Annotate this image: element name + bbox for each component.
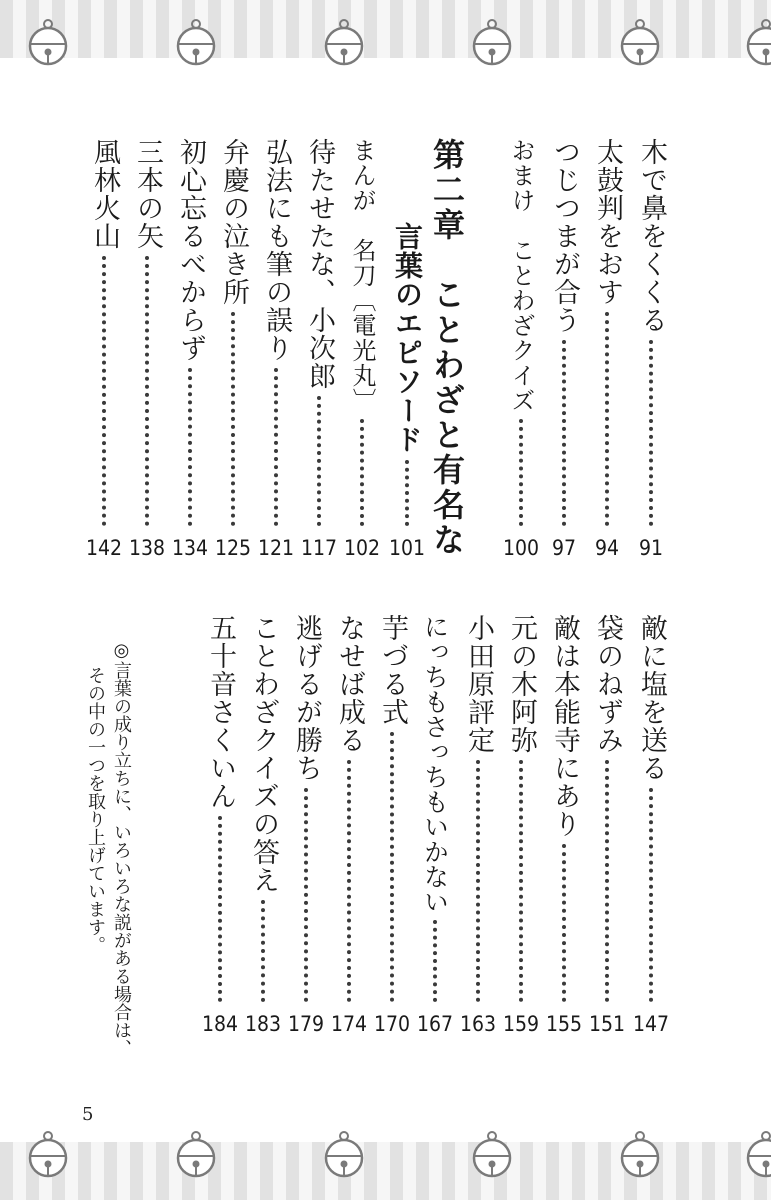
toc-entry-title: 小田原評定: [463, 614, 494, 754]
dot-leader: [433, 920, 437, 1002]
chapter-heading-line1: 第二章 ことわざと有名な: [428, 138, 466, 558]
page-number: 5: [82, 1104, 94, 1125]
toc-entry-title: ことわざクイズの答え: [248, 614, 279, 894]
bell-icon: [614, 18, 666, 70]
toc-entry-title: 初心忘るべからず: [175, 138, 206, 362]
toc-entry-title: 逃げるが勝ち: [291, 614, 322, 782]
toc-entry[interactable]: [584, 138, 630, 560]
bell-icon: [614, 1130, 666, 1182]
bell-icon: [318, 18, 370, 70]
toc-entry-page: 167: [416, 1012, 454, 1036]
toc-entry-bonus-quiz[interactable]: [498, 138, 544, 560]
bell-icon: [318, 1130, 370, 1182]
bottom-decorative-band: [0, 1142, 771, 1200]
toc-entry-title: まんが 名刀〔電光丸〕: [348, 138, 376, 413]
dot-leader: [304, 788, 308, 1002]
dot-leader: [519, 760, 523, 1002]
top-decorative-band: [0, 0, 771, 58]
toc-entry-page: 94: [594, 536, 620, 560]
dot-leader: [605, 312, 609, 526]
toc-entry-page: 102: [343, 536, 381, 560]
toc-entry-title: おまけ ことわざクイズ: [507, 138, 535, 413]
toc-entry-page: 179: [287, 1012, 325, 1036]
toc-entry-title: にっちもさっちもいかない: [420, 614, 450, 914]
toc-entry-title: 三本の矢: [132, 138, 163, 250]
toc-entry-title: 待たせたな、小次郎: [304, 138, 335, 390]
toc-entry-title: 風林火山: [89, 138, 120, 250]
toc-entry-title: 五十音さくいん: [205, 614, 236, 810]
toc-entry-title: 太鼓判をおす: [592, 138, 623, 306]
toc-entry-page: 147: [632, 1012, 670, 1036]
chapter-heading-continued[interactable]: [384, 222, 430, 560]
toc-entry[interactable]: [584, 614, 630, 1036]
chapter-heading-line2: 言葉のエピソード: [391, 222, 424, 454]
toc-entry[interactable]: [167, 138, 213, 560]
toc-entry-page: 125: [214, 536, 252, 560]
toc-entry[interactable]: [541, 614, 587, 1036]
toc-entry-title: 弁慶の泣き所: [218, 138, 249, 306]
toc-entry-title: 元の木阿弥: [506, 614, 537, 754]
toc-entry-title: 敵に塩を送る: [636, 614, 667, 782]
toc-entry-manga[interactable]: [339, 138, 385, 560]
toc-entry-page: 97: [551, 536, 577, 560]
bell-icon: [22, 1130, 74, 1182]
toc-entry-page: 155: [545, 1012, 583, 1036]
toc-entry[interactable]: [628, 138, 674, 560]
toc-entry-page: 163: [459, 1012, 497, 1036]
dot-leader: [231, 312, 235, 526]
toc-entry-page: 121: [257, 536, 295, 560]
toc-entry-page: 159: [502, 1012, 540, 1036]
toc-entry-page: 100: [502, 536, 540, 560]
dot-leader: [562, 340, 566, 526]
toc-entry-page: 174: [330, 1012, 368, 1036]
toc-entry[interactable]: [412, 614, 458, 1036]
toc-entry[interactable]: [296, 138, 342, 560]
toc-entry-page: 170: [373, 1012, 411, 1036]
dot-leader: [360, 419, 364, 526]
toc-entry[interactable]: [628, 614, 674, 1036]
toc-entry-page: 184: [201, 1012, 239, 1036]
toc-entry[interactable]: [455, 614, 501, 1036]
toc-entry-title: 芋づる式: [377, 614, 408, 726]
dot-leader: [405, 460, 409, 526]
toc-entry-page: 134: [171, 536, 209, 560]
dot-leader: [476, 760, 480, 1002]
toc-entry[interactable]: [197, 614, 243, 1036]
toc-entry-page: 91: [638, 536, 664, 560]
bell-icon: [170, 18, 222, 70]
note-line-2: その中の一つを取り上げています。: [85, 666, 106, 954]
bell-icon: [170, 1130, 222, 1182]
toc-entry-page: 117: [300, 536, 338, 560]
dot-leader: [519, 419, 523, 526]
bell-icon: [740, 18, 771, 70]
dot-leader: [102, 256, 106, 526]
toc-entry[interactable]: [81, 138, 127, 560]
toc-entry[interactable]: [283, 614, 329, 1036]
dot-leader: [562, 844, 566, 1002]
chapter-heading[interactable]: [426, 138, 468, 558]
dot-leader: [188, 368, 192, 526]
dot-leader: [218, 816, 222, 1002]
toc-entry[interactable]: [240, 614, 286, 1036]
toc-entry-title: 袋のねずみ: [592, 614, 623, 754]
dot-leader: [261, 900, 265, 1002]
toc-entry[interactable]: [253, 138, 299, 560]
toc-entry-page: 151: [588, 1012, 626, 1036]
dot-leader: [649, 788, 653, 1002]
toc-entry[interactable]: [326, 614, 372, 1036]
note-line-1: ◎言葉の成り立ちに、いろいろな説がある場合は、: [111, 640, 132, 1057]
toc-entry-title: 弘法にも筆の誤り: [261, 138, 292, 362]
toc-entry-page: 101: [388, 536, 426, 560]
toc-entry-page: 183: [244, 1012, 282, 1036]
bell-icon: [22, 18, 74, 70]
toc-entry[interactable]: [541, 138, 587, 560]
toc-entry-page: 138: [128, 536, 166, 560]
dot-leader: [347, 760, 351, 1002]
toc-entry[interactable]: [369, 614, 415, 1036]
dot-leader: [390, 732, 394, 1002]
dot-leader: [605, 760, 609, 1002]
toc-entry-title: 敵は本能寺にあり: [549, 614, 580, 838]
toc-entry[interactable]: [498, 614, 544, 1036]
toc-entry[interactable]: [210, 138, 256, 560]
toc-entry-title: つじつまが合う: [549, 138, 580, 334]
bell-icon: [466, 1130, 518, 1182]
dot-leader: [649, 340, 653, 526]
bell-icon: [740, 1130, 771, 1182]
toc-entry[interactable]: [124, 138, 170, 560]
toc-entry-title: 木で鼻をくくる: [636, 138, 667, 334]
dot-leader: [145, 256, 149, 526]
bell-icon: [466, 18, 518, 70]
dot-leader: [274, 368, 278, 526]
dot-leader: [317, 396, 321, 526]
toc-entry-page: 142: [85, 536, 123, 560]
toc-entry-title: なせば成る: [334, 614, 365, 754]
